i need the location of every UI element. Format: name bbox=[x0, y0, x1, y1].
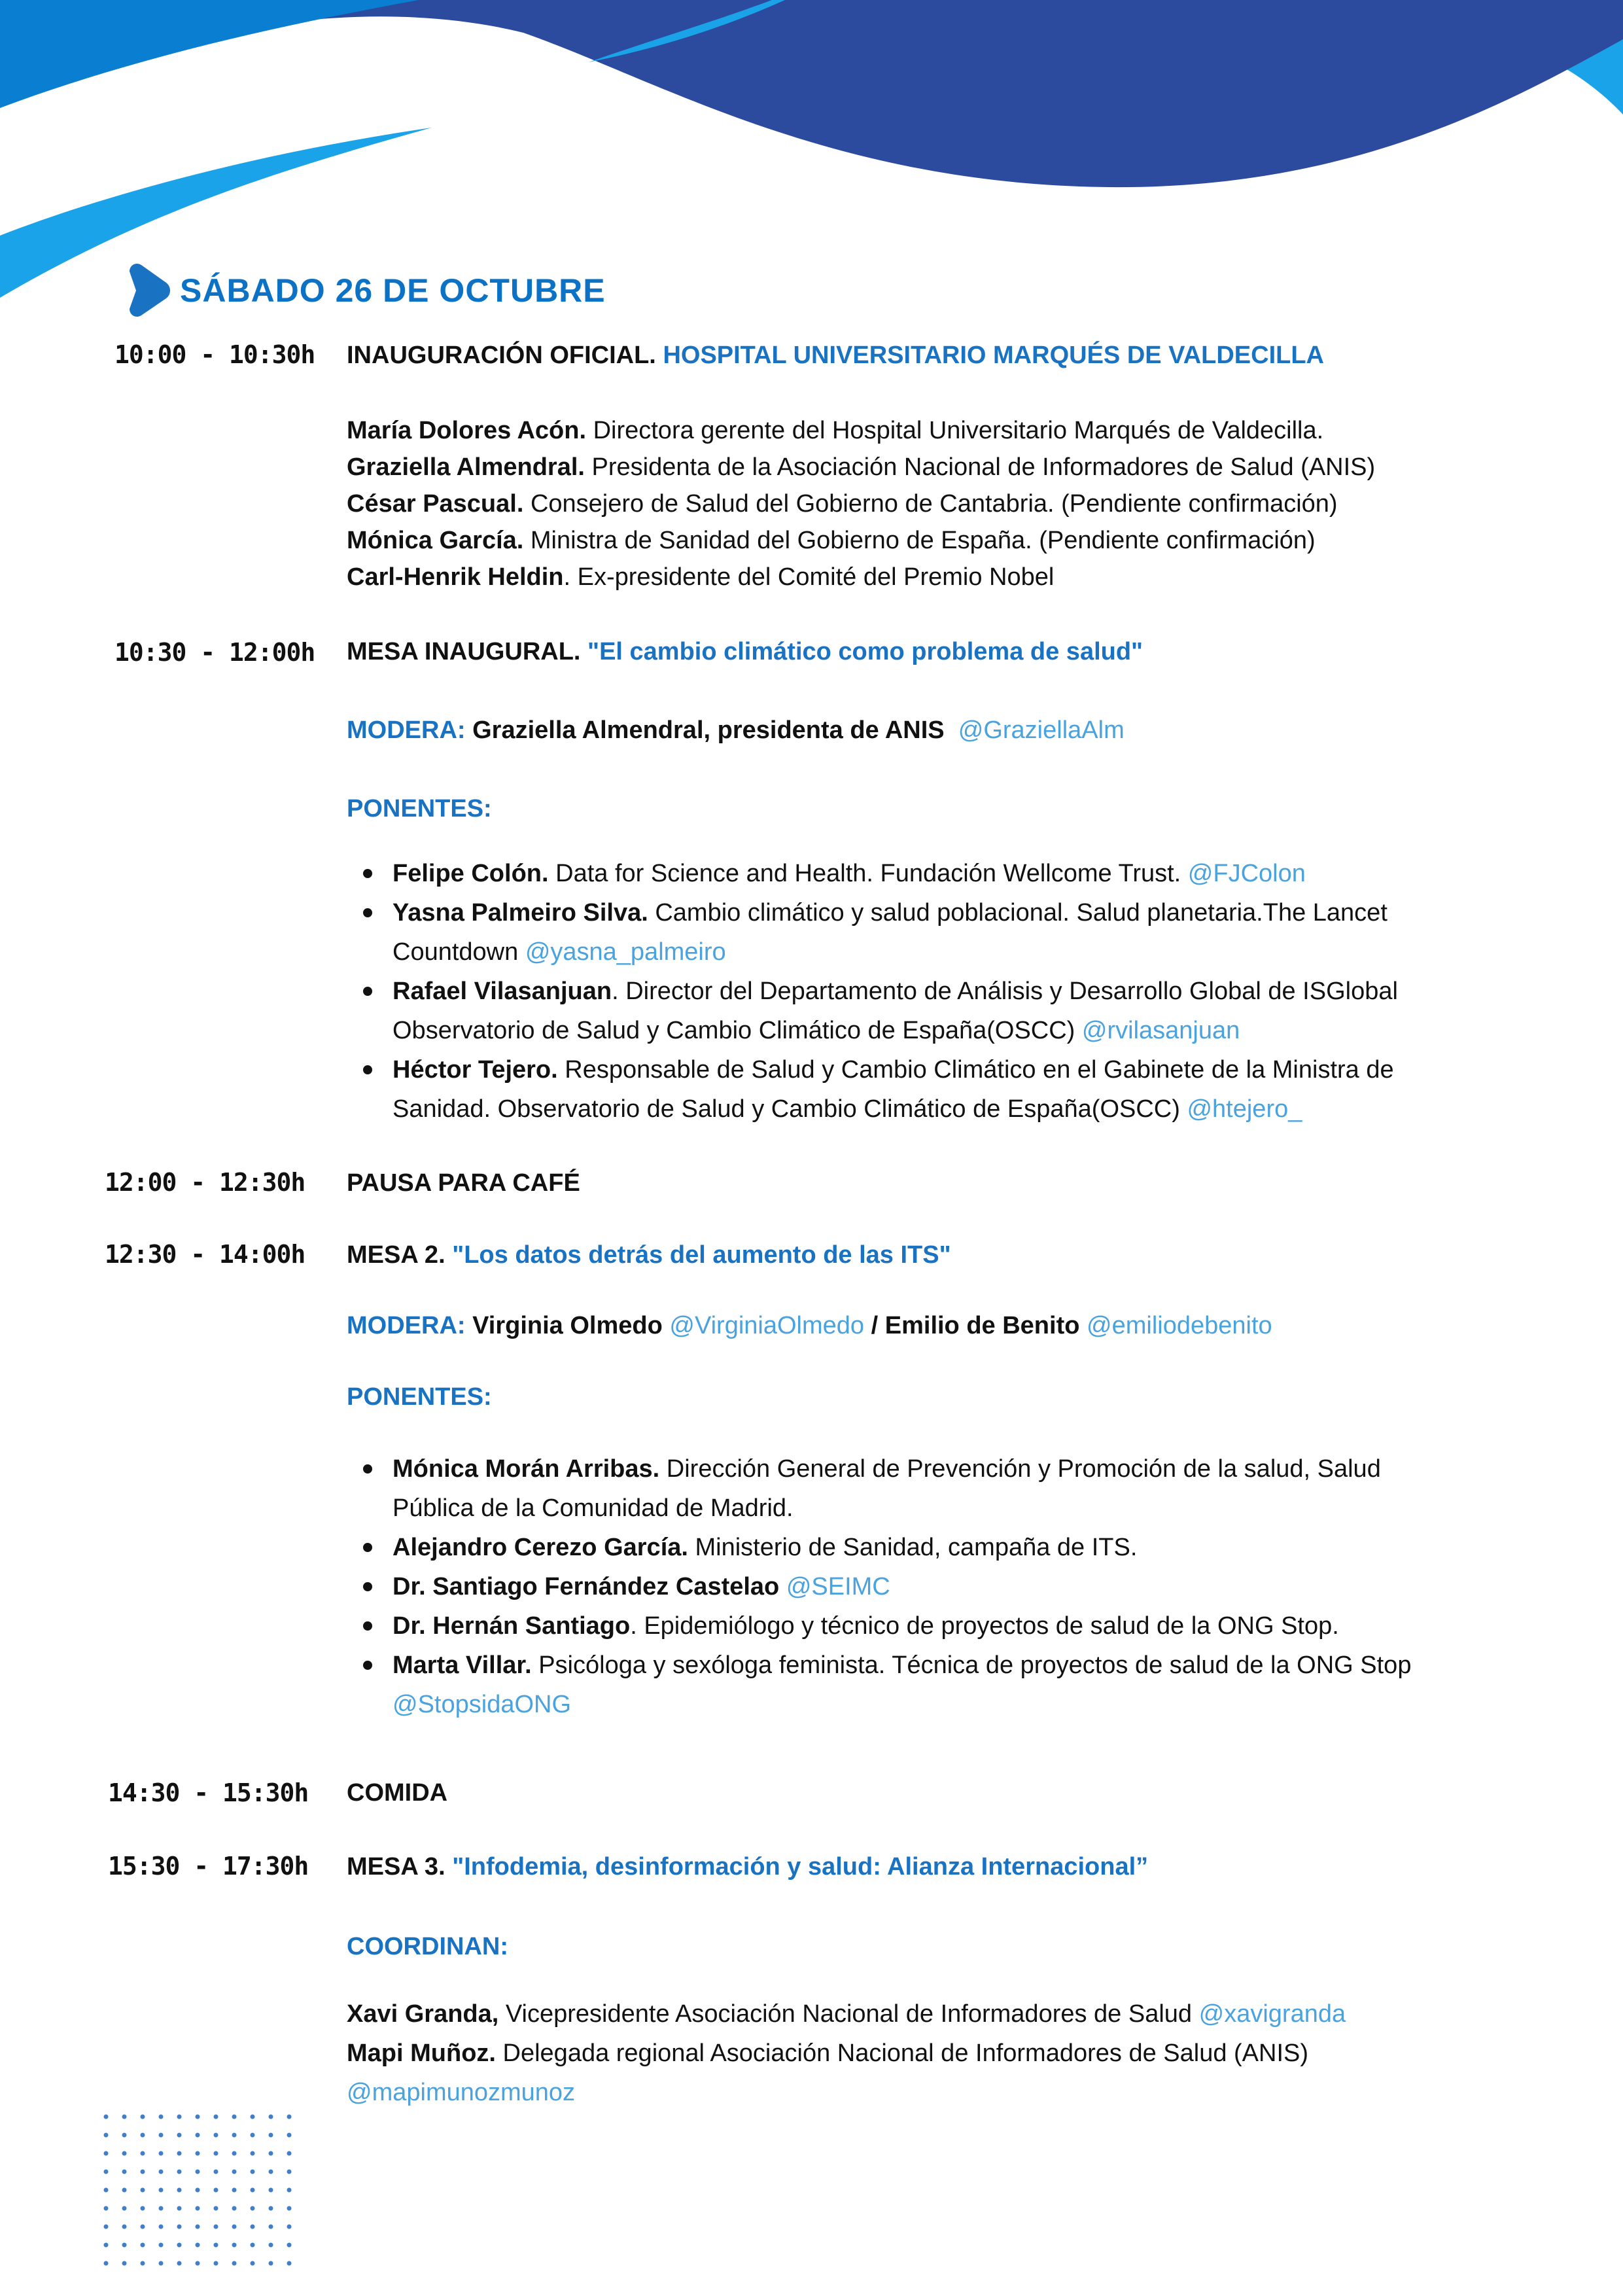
dot bbox=[122, 2133, 127, 2138]
dot-grid-decoration bbox=[104, 2115, 292, 2266]
dot bbox=[141, 2243, 145, 2248]
dot bbox=[104, 2206, 109, 2211]
dot bbox=[122, 2225, 127, 2229]
dot bbox=[269, 2170, 273, 2174]
dot bbox=[287, 2225, 292, 2229]
twitter-handle[interactable]: @emiliodebenito bbox=[1087, 1312, 1272, 1339]
dot bbox=[159, 2225, 164, 2229]
dot bbox=[287, 2151, 292, 2156]
time-slot-5: 14:30 - 15:30h bbox=[108, 1778, 309, 1807]
dot bbox=[269, 2151, 273, 2156]
dot bbox=[159, 2115, 164, 2119]
time-slot-2: 10:30 - 12:00h bbox=[114, 638, 315, 667]
ponentes-label: PONENTES: bbox=[347, 1383, 492, 1411]
dot bbox=[287, 2206, 292, 2211]
twitter-handle[interactable]: @htejero_ bbox=[1187, 1095, 1302, 1123]
dot bbox=[269, 2261, 273, 2266]
dot bbox=[251, 2243, 255, 2248]
twitter-handle[interactable]: @rvilasanjuan bbox=[1081, 1017, 1240, 1044]
dot bbox=[196, 2261, 200, 2266]
speaker-line: Felipe Colón. Data for Science and Health. Fundación Wellcome Trust. @FJColon bbox=[393, 860, 1306, 887]
speaker-line: Rafael Vilasanjuan. Director del Departamento de Análisis y Desarrollo Global de ISGlobal bbox=[393, 978, 1398, 1005]
dot bbox=[141, 2225, 145, 2229]
time-slot-1: 10:00 - 10:30h bbox=[114, 340, 315, 369]
speaker-line: Héctor Tejero. Responsable de Salud y Cambio Climático en el Gabinete de la Ministra de bbox=[393, 1056, 1394, 1084]
dot bbox=[251, 2170, 255, 2174]
dot bbox=[232, 2115, 237, 2119]
dot bbox=[269, 2206, 273, 2211]
person-line: Mónica García. Ministra de Sanidad del Gobierno de España. (Pendiente confirmación) bbox=[347, 527, 1316, 554]
dot bbox=[287, 2170, 292, 2174]
dot bbox=[251, 2115, 255, 2119]
dot bbox=[196, 2206, 200, 2211]
dot bbox=[214, 2170, 218, 2174]
dot bbox=[214, 2261, 218, 2266]
dot bbox=[232, 2243, 237, 2248]
session-6-title: MESA 3. "Infodemia, desinformación y salud: Alianza Internacional” bbox=[347, 1853, 1149, 1881]
dot bbox=[196, 2170, 200, 2174]
time-slot-6: 15:30 - 17:30h bbox=[108, 1852, 309, 1881]
dot bbox=[196, 2115, 200, 2119]
twitter-handle[interactable]: @FJColon bbox=[1187, 860, 1306, 887]
coordinator-line bbox=[347, 2073, 1346, 2112]
dot bbox=[214, 2243, 218, 2248]
session-3-title: PAUSA PARA CAFÉ bbox=[347, 1169, 580, 1197]
speaker-line: Alejandro Cerezo García. Ministerio de Sanidad, campaña de ITS. bbox=[393, 1534, 1138, 1561]
dot bbox=[104, 2151, 109, 2156]
dot bbox=[287, 2188, 292, 2193]
coordinator-line: Mapi Muñoz. Delegada regional Asociación Nacional de Informadores de Salud (ANIS) bbox=[347, 2040, 1309, 2067]
speaker-line-cont: Observatorio de Salud y Cambio Climático de España(OSCC) @rvilasanjuan bbox=[393, 1017, 1240, 1044]
person-line: Carl-Henrik Heldin. Ex-presidente del Comité del Premio Nobel bbox=[347, 563, 1055, 591]
dot bbox=[159, 2261, 164, 2266]
dot bbox=[251, 2261, 255, 2266]
dot bbox=[251, 2133, 255, 2138]
dot bbox=[269, 2115, 273, 2119]
person-line: César Pascual. Consejero de Salud del Gobierno de Cantabria. (Pendiente confirmación) bbox=[347, 490, 1338, 518]
dot bbox=[141, 2261, 145, 2266]
bullet-icon bbox=[363, 1582, 372, 1591]
dot bbox=[214, 2225, 218, 2229]
speaker-line: Marta Villar. Psicóloga y sexóloga feminista. Técnica de proyectos de salud de la ONG Stop bbox=[393, 1651, 1412, 1679]
dot bbox=[104, 2261, 109, 2266]
dot bbox=[214, 2151, 218, 2156]
dot bbox=[269, 2133, 273, 2138]
dot bbox=[177, 2151, 182, 2156]
dot bbox=[269, 2243, 273, 2248]
dot bbox=[287, 2243, 292, 2248]
dot bbox=[214, 2206, 218, 2211]
dot bbox=[232, 2133, 237, 2138]
dot bbox=[232, 2225, 237, 2229]
bullet-icon bbox=[363, 1621, 372, 1631]
twitter-handle[interactable]: @SEIMC bbox=[779, 1573, 890, 1600]
bullet-icon bbox=[363, 1661, 372, 1670]
dot bbox=[232, 2170, 237, 2174]
dot bbox=[122, 2243, 127, 2248]
dot bbox=[251, 2151, 255, 2156]
dot bbox=[232, 2151, 237, 2156]
dot bbox=[196, 2151, 200, 2156]
dot bbox=[141, 2188, 145, 2193]
dot bbox=[214, 2133, 218, 2138]
dot bbox=[177, 2188, 182, 2193]
bullet-icon bbox=[363, 987, 372, 996]
session-4-moderators: MODERA: Virginia Olmedo @VirginiaOlmedo / Emilio de Benito @emiliodebenito bbox=[347, 1312, 1272, 1339]
dot bbox=[251, 2206, 255, 2211]
session-5-title: COMIDA bbox=[347, 1779, 448, 1807]
dot bbox=[251, 2188, 255, 2193]
dot bbox=[177, 2225, 182, 2229]
session-4-title: MESA 2. "Los datos detrás del aumento de las ITS" bbox=[347, 1241, 951, 1269]
speaker-line: Dr. Hernán Santiago. Epidemiólogo y técnico de proyectos de salud de la ONG Stop. bbox=[393, 1612, 1339, 1640]
dot bbox=[122, 2206, 127, 2211]
dot bbox=[104, 2243, 109, 2248]
dot bbox=[177, 2206, 182, 2211]
dot bbox=[214, 2115, 218, 2119]
dot bbox=[159, 2151, 164, 2156]
dot bbox=[141, 2115, 145, 2119]
dot bbox=[141, 2206, 145, 2211]
day-heading: SÁBADO 26 DE OCTUBRE bbox=[180, 272, 606, 309]
dot bbox=[122, 2188, 127, 2193]
play-arrow-icon bbox=[130, 264, 170, 317]
speaker-line-cont: Sanidad. Observatorio de Salud y Cambio Climático de España(OSCC) @htejero_ bbox=[393, 1095, 1302, 1123]
time-slot-3: 12:00 - 12:30h bbox=[105, 1168, 305, 1197]
session-1-people bbox=[347, 412, 1375, 595]
twitter-handle[interactable]: @StopsidaONG bbox=[393, 1691, 572, 1718]
dot bbox=[287, 2133, 292, 2138]
dot bbox=[159, 2170, 164, 2174]
dot bbox=[232, 2188, 237, 2193]
dot bbox=[141, 2151, 145, 2156]
dot bbox=[214, 2188, 218, 2193]
dot bbox=[196, 2133, 200, 2138]
coordinan-label: COORDINAN: bbox=[347, 1933, 508, 1960]
dot bbox=[177, 2133, 182, 2138]
bullet-icon bbox=[363, 1464, 372, 1474]
bullet-icon bbox=[363, 869, 372, 878]
dot bbox=[269, 2188, 273, 2193]
dot bbox=[104, 2188, 109, 2193]
ponentes-label: PONENTES: bbox=[347, 795, 492, 822]
bullet-icon bbox=[363, 1065, 372, 1074]
twitter-handle[interactable]: @VirginiaOlmedo bbox=[669, 1312, 865, 1339]
dot bbox=[196, 2225, 200, 2229]
twitter-handle[interactable]: @GraziellaAlm bbox=[958, 716, 1125, 744]
dot bbox=[287, 2261, 292, 2266]
dot bbox=[196, 2188, 200, 2193]
session-2-title: MESA INAUGURAL. "El cambio climático como problema de salud" bbox=[347, 638, 1143, 665]
person-line: María Dolores Acón. Directora gerente del Hospital Universitario Marqués de Valdecilla. bbox=[347, 417, 1324, 444]
twitter-handle[interactable]: @xavigranda bbox=[1198, 2000, 1346, 2028]
speaker-line-cont: Pública de la Comunidad de Madrid. bbox=[393, 1494, 794, 1522]
twitter-handle[interactable]: @yasna_palmeiro bbox=[525, 938, 726, 966]
dot bbox=[122, 2261, 127, 2266]
dot bbox=[122, 2170, 127, 2174]
dot bbox=[159, 2206, 164, 2211]
dot bbox=[122, 2115, 127, 2119]
dot bbox=[196, 2243, 200, 2248]
coordinators bbox=[347, 1994, 1346, 2112]
dot bbox=[141, 2170, 145, 2174]
bullet-icon bbox=[363, 908, 372, 917]
session-2-moderator: MODERA: Graziella Almendral, presidenta de ANIS @GraziellaAlm bbox=[347, 716, 1125, 744]
speaker-line: Dr. Santiago Fernández Castelao @SEIMC bbox=[393, 1573, 890, 1600]
dot bbox=[177, 2261, 182, 2266]
speaker-line: Yasna Palmeiro Silva. Cambio climático y salud poblacional. Salud planetaria.The Lancet bbox=[393, 899, 1387, 927]
dot bbox=[232, 2206, 237, 2211]
dot bbox=[177, 2243, 182, 2248]
speaker-line: Mónica Morán Arribas. Dirección General de Prevención y Promoción de la salud, Salud bbox=[393, 1455, 1381, 1483]
coordinator-line: Xavi Granda, Vicepresidente Asociación Nacional de Informadores de Salud @xavigranda bbox=[347, 2000, 1346, 2028]
dot bbox=[141, 2133, 145, 2138]
dot bbox=[159, 2243, 164, 2248]
dot bbox=[287, 2115, 292, 2119]
dot bbox=[159, 2133, 164, 2138]
session-1-title: INAUGURACIÓN OFICIAL. HOSPITAL UNIVERSITARIO MARQUÉS DE VALDECILLA bbox=[347, 342, 1324, 369]
dot bbox=[177, 2115, 182, 2119]
dot bbox=[232, 2261, 237, 2266]
dot bbox=[104, 2133, 109, 2138]
dot bbox=[251, 2225, 255, 2229]
dot bbox=[104, 2225, 109, 2229]
time-slot-4: 12:30 - 14:00h bbox=[105, 1240, 305, 1269]
person-line: Graziella Almendral. Presidenta de la Asociación Nacional de Informadores de Salud (ANIS) bbox=[347, 453, 1376, 481]
dot bbox=[177, 2170, 182, 2174]
dot bbox=[104, 2115, 109, 2119]
dot bbox=[104, 2170, 109, 2174]
dot bbox=[269, 2225, 273, 2229]
dot bbox=[122, 2151, 127, 2156]
dot bbox=[159, 2188, 164, 2193]
twitter-handle[interactable]: @mapimunozmunoz bbox=[347, 2079, 576, 2106]
bullet-icon bbox=[363, 1543, 372, 1552]
speaker-line-cont: Countdown @yasna_palmeiro bbox=[393, 938, 726, 966]
speaker-line-cont bbox=[393, 1685, 571, 1724]
